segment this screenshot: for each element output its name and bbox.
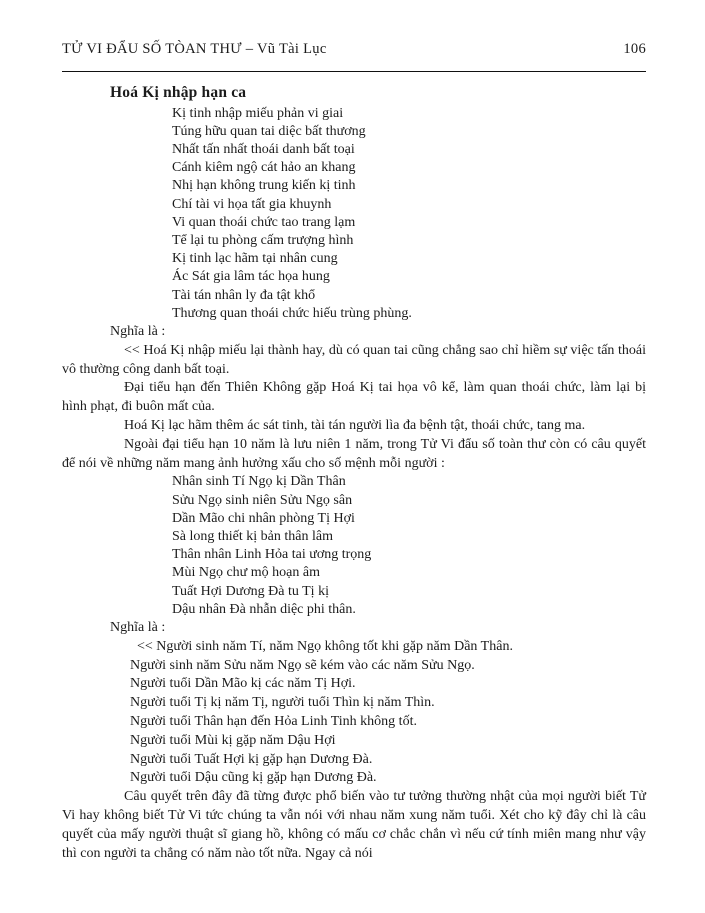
verse-line: Nhị hạn không trung kiến kị tinh <box>172 178 356 194</box>
book-title: TỬ VI ĐẨU SỐ TÒAN THƯ – Vũ Tài Lục <box>62 41 327 57</box>
verse-line: Vi quan thoái chức tao trang lạm <box>172 214 356 230</box>
page-number: 106 <box>623 41 646 57</box>
verse-line: Sà long thiết kị bản thân lâm <box>172 529 333 545</box>
page-content <box>62 40 646 863</box>
meaning-line: Người tuổi Dần Mão kị các năm Tị Hợi. <box>130 676 356 692</box>
paragraph: Đại tiểu hạn đến Thiên Không gặp Hoá Kị tai họa vô kể, làm quan thoái chức, làm lại bị hình phạt, đi buôn mất của. <box>62 380 646 415</box>
verse-line: Kị tinh lạc hãm tại nhân cung <box>172 251 338 267</box>
meaning-label-1: Nghĩa là : <box>110 324 166 340</box>
running-header <box>62 40 646 59</box>
verse-line: Dậu nhân Đà nhẫn diệc phi thân. <box>172 601 356 617</box>
verse-line: Nhất tấn nhất thoái danh bất toại <box>172 142 355 157</box>
paragraph: Hoá Kị lạc hãm thêm ác sát tinh, tài tán người lìa đa bệnh tật, thoái chức, tang ma. <box>124 418 586 434</box>
verse-line: Ác Sát gia lâm tác họa hung <box>172 269 330 285</box>
verse-line: Chí tài vi họa tất gia khuynh <box>172 196 332 212</box>
meaning-line: Người tuổi Mùi kị gặp năm Dậu Hợi <box>130 732 336 748</box>
closing-paragraph: Câu quyết trên đây đã từng được phổ biến vào tư tưởng thường nhật của mọi người biết Tử Vi hay không biết Tử Vi tức chúng ta vẫn nói với nhau năm xung năm tuổi. Xét cho kỹ đây chỉ là câu quyết của mấy người thuật sĩ giang hồ, không có mấu cơ chắc chắn vì nếu cứ tính miên mang như vậy thì con người ta chẳng có năm nào tốt nữa. Ngay cả nói <box>62 789 646 861</box>
meaning-line: Người tuổi Thân hạn đến Hỏa Linh Tinh không tốt. <box>130 714 417 730</box>
header-rule <box>62 71 646 72</box>
verse-line: Kị tinh nhập miếu phản vi giai <box>172 105 344 121</box>
verse-line: Túng hữu quan tai diệc bất thương <box>172 123 366 139</box>
verse-line: Dần Mão chi nhân phòng Tị Hợi <box>172 510 355 526</box>
meaning-line: Người tuổi Tuất Hợi kị gặp hạn Dương Đà. <box>130 751 373 767</box>
verse-line: Tài tán nhân ly đa tật khổ <box>172 287 316 303</box>
meaning-paragraphs-1 <box>62 342 646 474</box>
section-title: Hoá Kị nhập hạn ca <box>110 83 247 101</box>
verse-block-1 <box>172 105 646 323</box>
verse-line: Sửu Ngọ sinh niên Sửu Ngọ sân <box>172 492 353 508</box>
meaning-lines-2 <box>62 638 646 788</box>
verse-line: Tuất Hợi Dương Đà tu Tị kị <box>172 583 329 599</box>
verse-line: Thân nhân Linh Hỏa tai ương trọng <box>172 547 372 563</box>
verse-line: Cánh kiêm ngộ cát hảo an khang <box>172 160 356 176</box>
meaning-line: Người tuổi Tị kị năm Tị, người tuổi Thìn kị năm Thìn. <box>130 695 435 711</box>
verse-line: Thương quan thoái chức hiếu trùng phùng. <box>172 305 412 321</box>
paragraph: << Hoá Kị nhập miếu lại thành hay, dù có quan tai cũng chẳng sao chỉ hiềm sự việc tấn thoái vô thường công danh bất toại. <box>62 342 646 377</box>
paragraph: Ngoài đại tiểu hạn 10 năm là lưu niên 1 năm, trong Tử Vi đẩu số toàn thư còn có câu quyết để nói về những năm mang ảnh hưởng xấu cho số mệnh mỗi người : <box>62 436 646 471</box>
verse-line: Mùi Ngọ chư mộ hoạn âm <box>172 565 320 581</box>
meaning-line: Người sinh năm Sửu năm Ngọ sẽ kém vào các năm Sửu Ngọ. <box>130 657 475 673</box>
meaning-line: << Người sinh năm Tí, năm Ngọ không tốt khi gặp năm Dần Thân. <box>137 638 513 654</box>
meaning-line: Người tuổi Dậu cũng kị gặp hạn Dương Đà. <box>130 770 377 786</box>
verse-block-2 <box>172 473 646 619</box>
meaning-label-2: Nghĩa là : <box>110 620 166 636</box>
verse-line: Tể lại tu phòng cấm trượng hình <box>172 233 354 249</box>
verse-line: Nhân sinh Tí Ngọ kị Dần Thân <box>172 474 346 490</box>
